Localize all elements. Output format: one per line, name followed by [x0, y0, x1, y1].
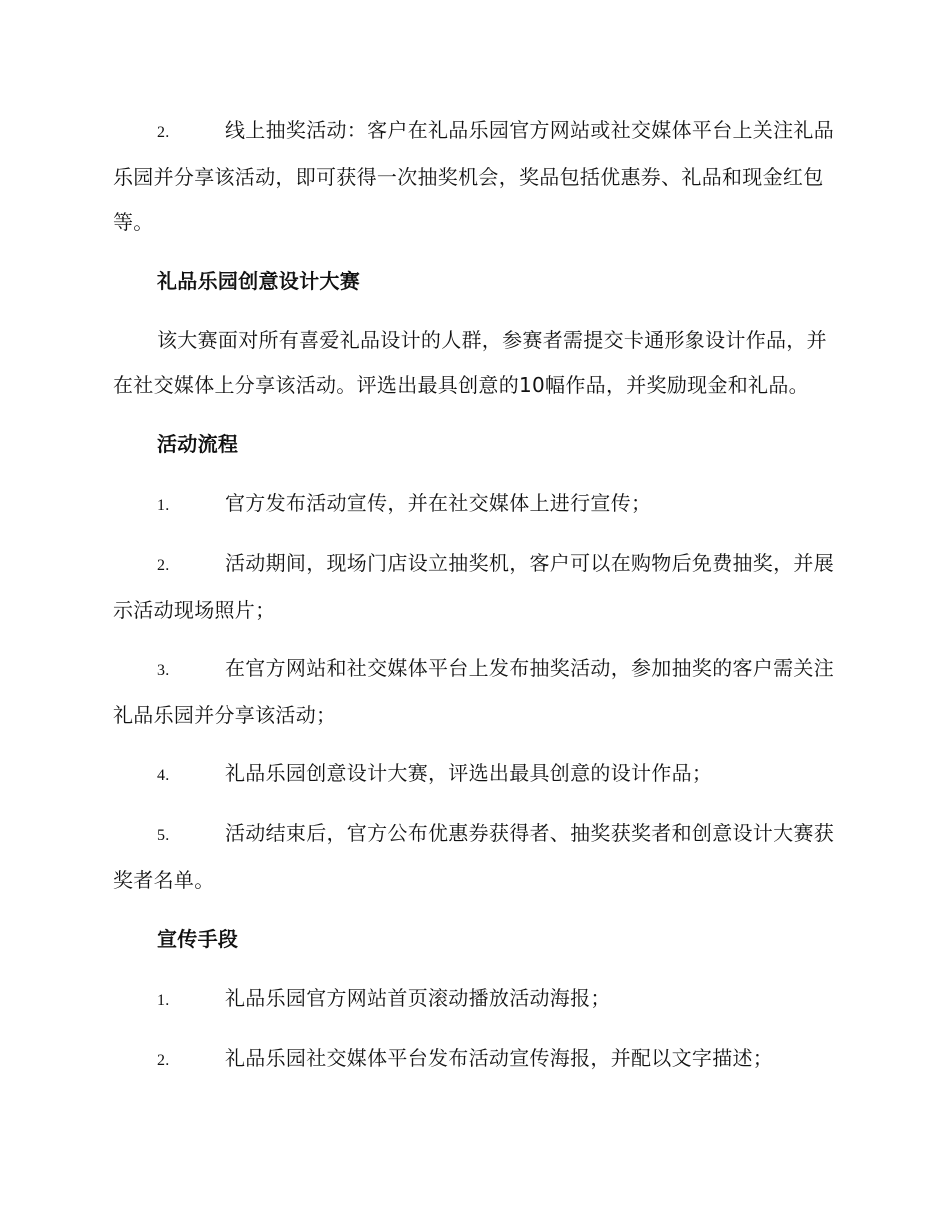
list-number: 4.: [157, 767, 170, 784]
list-number: 2.: [157, 557, 170, 574]
list-item-text: 礼品乐园官方网站首页滚动播放活动海报；: [225, 986, 611, 1010]
list-item-text: 在官方网站和社交媒体平台上发布抽奖活动，参加抽奖的客户需关注礼品乐园并分享该活动；: [113, 656, 834, 727]
list-item: [113, 976, 835, 1023]
list-online-lottery: [113, 108, 835, 245]
list-item-text: 礼品乐园社交媒体平台发布活动宣传海报，并配以文字描述；: [225, 1046, 774, 1070]
list-item-text: 礼品乐园创意设计大赛，评选出最具创意的设计作品；: [225, 761, 713, 785]
list-promotion: [113, 976, 835, 1083]
list-item: [113, 1036, 835, 1083]
list-number: 3.: [157, 662, 170, 679]
list-item-text: 官方发布活动宣传，并在社交媒体上进行宣传；: [225, 491, 652, 515]
list-number: 2.: [157, 1052, 170, 1069]
document-body: [113, 108, 835, 1096]
list-item: [113, 646, 835, 738]
list-item: [113, 108, 835, 245]
list-item-text: 线上抽奖活动：客户在礼品乐园官方网站或社交媒体平台上关注礼品乐园并分享该活动，即可获得一次抽奖机会，奖品包括优惠券、礼品和现金红包等。: [113, 118, 834, 234]
list-item-text: 活动期间，现场门店设立抽奖机，客户可以在购物后免费抽奖，并展示活动现场照片；: [113, 551, 834, 622]
section-heading-promotion: 宣传手段: [157, 927, 239, 951]
list-item-text: 活动结束后，官方公布优惠券获得者、抽奖获奖者和创意设计大赛获奖者名单。: [113, 821, 834, 892]
list-item: [113, 811, 835, 903]
list-process: [113, 481, 835, 903]
list-item: [113, 481, 835, 528]
paragraph-contest-description: 该大赛面对所有喜爱礼品设计的人群，参赛者需提交卡通形象设计作品，并在社交媒体上分享该活动。评选出最具创意的10幅作品，并奖励现金和礼品。: [113, 328, 827, 397]
list-number: 1.: [157, 992, 170, 1009]
list-number: 2.: [157, 124, 170, 141]
section-heading-process: 活动流程: [157, 432, 239, 456]
list-item: [113, 541, 835, 633]
list-number: 5.: [157, 827, 170, 844]
list-item: [113, 751, 835, 798]
section-heading-design-contest: 礼品乐园创意设计大赛: [157, 269, 360, 293]
list-number: 1.: [157, 497, 170, 514]
